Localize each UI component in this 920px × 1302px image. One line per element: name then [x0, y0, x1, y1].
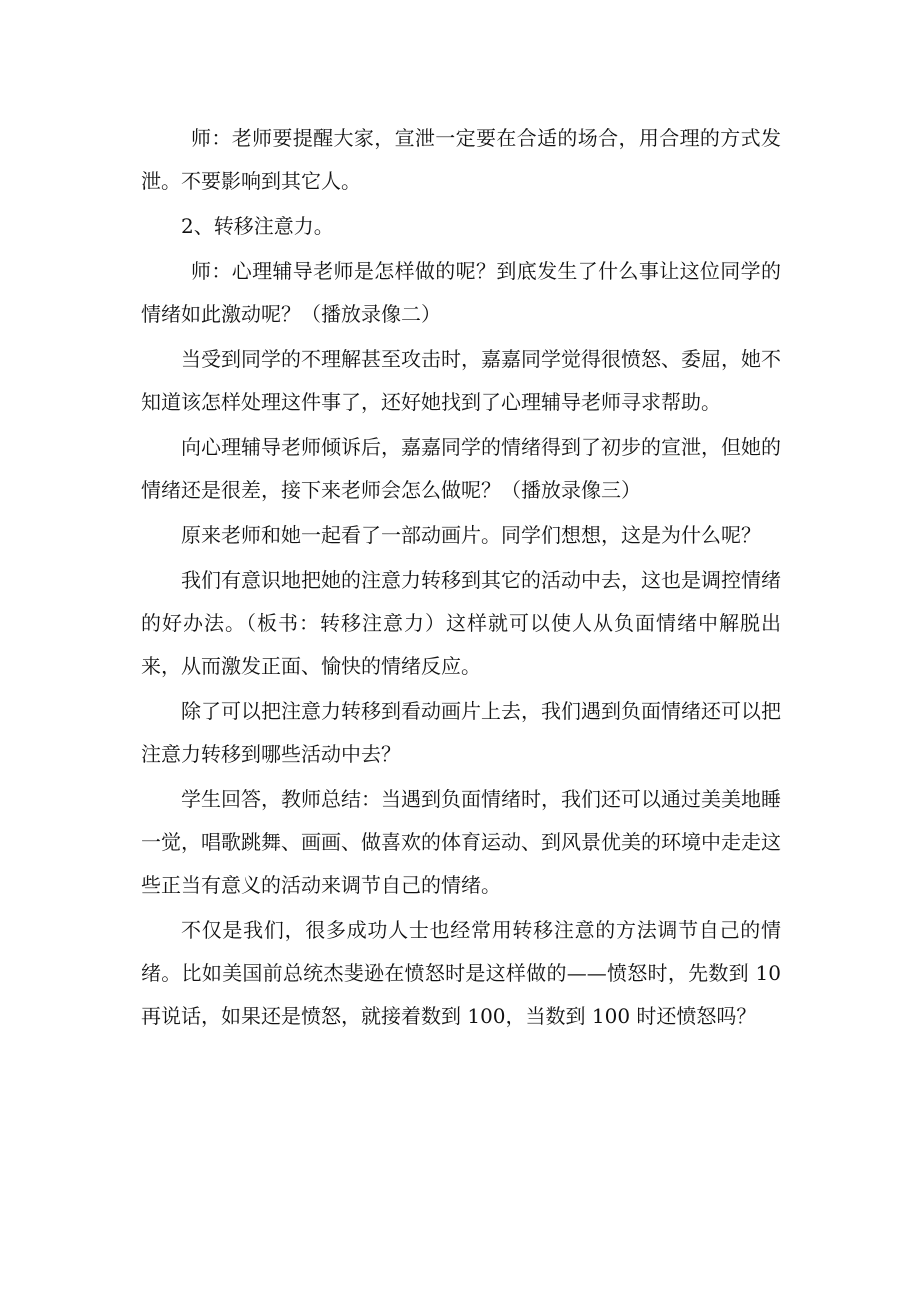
document-body: [141, 117, 781, 1038]
paragraph-after-talk: 向心理辅导老师倾诉后，嘉嘉同学的情绪得到了初步的宣泄，但她的情绪还是很差，接下来老师会怎么做呢？（播放录像三）: [141, 435, 781, 502]
paragraph-cartoon: 原来老师和她一起看了一部动画片。同学们想想，这是为什么呢？: [181, 523, 761, 547]
paragraph-section-heading: 2、转移注意力。: [181, 214, 334, 238]
paragraph-teacher-reminder: 师：老师要提醒大家，宣泄一定要在合适的场合，用合理的方式发泄。不要影响到其它人。: [141, 126, 781, 193]
paragraph-jiajia-angry: 当受到同学的不理解甚至攻击时，嘉嘉同学觉得很愤怒、委屈，她不知道该怎样处理这件事了，还好她找到了心理辅导老师寻求帮助。: [141, 347, 781, 414]
paragraph-other-activities: 除了可以把注意力转移到看动画片上去，我们遇到负面情绪还可以把注意力转移到哪些活动中去？: [141, 699, 781, 766]
paragraph-student-answer: 学生回答，教师总结：当遇到负面情绪时，我们还可以通过美美地睡一觉，唱歌跳舞、画画、做喜欢的体育运动、到风景优美的环境中走走这些正当有意义的活动来调节自己的情绪。: [141, 787, 781, 897]
paragraph-attention-shift: 我们有意识地把她的注意力转移到其它的活动中去，这也是调控情绪的好办法。（板书：转移注意力）这样就可以使人从负面情绪中解脱出来，从而激发正面、愉快的情绪反应。: [141, 568, 781, 678]
paragraph-teacher-question: 师：心理辅导老师是怎样做的呢？到底发生了什么事让这位同学的情绪如此激动呢？（播放录像二）: [141, 259, 781, 326]
paragraph-jefferson: 不仅是我们，很多成功人士也经常用转移注意的方法调节自己的情绪。比如美国前总统杰斐逊在愤怒时是这样做的——愤怒时，先数到 10 再说话，如果还是愤怒，就接着数到 100，当数到 100 时还愤怒吗？: [141, 918, 781, 1028]
